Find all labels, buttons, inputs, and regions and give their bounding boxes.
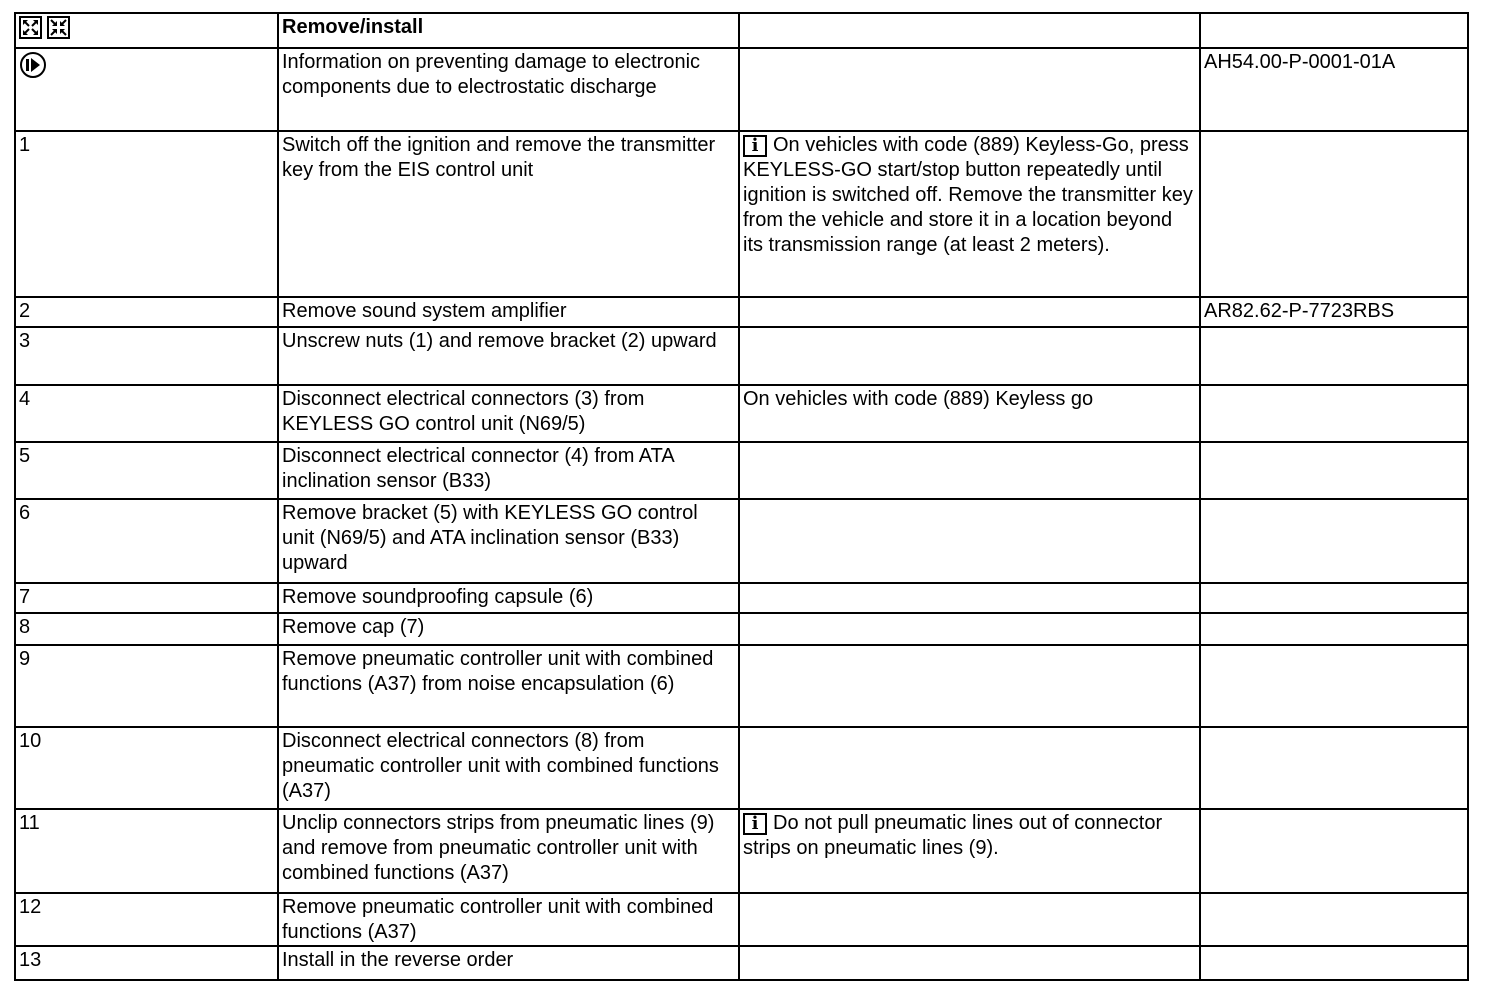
step-row (15, 131, 1468, 297)
step-description: Unscrew nuts (1) and remove bracket (2) upward (278, 327, 739, 385)
step-ref-cell (1200, 385, 1468, 442)
step-ref-cell (1200, 893, 1468, 946)
step-number: 4 (15, 385, 278, 442)
step-number: 8 (15, 613, 278, 645)
step-ref-cell (1200, 613, 1468, 645)
step-ref-cell (1200, 583, 1468, 613)
header-icons-cell (15, 13, 278, 48)
step-note-cell (739, 385, 1200, 442)
step-row (15, 645, 1468, 727)
step-note-cell (739, 613, 1200, 645)
step-note-cell (739, 499, 1200, 583)
step-number: 5 (15, 442, 278, 499)
step-note-cell (739, 297, 1200, 327)
step-reference-link[interactable]: AR82.62-P-7723RBS (1204, 300, 1395, 322)
esd-info-text: Information on preventing damage to electronic components due to electrostatic discharge (278, 48, 739, 131)
step-number: 2 (15, 297, 278, 327)
step-row (15, 946, 1468, 980)
esd-warning-icon (19, 51, 47, 86)
step-row (15, 583, 1468, 613)
step-ref-cell (1200, 131, 1468, 297)
step-description: Install in the reverse order (278, 946, 739, 980)
step-number: 12 (15, 893, 278, 946)
step-description: Switch off the ignition and remove the transmitter key from the EIS control unit (278, 131, 739, 297)
step-note-cell (739, 327, 1200, 385)
header-row (15, 13, 1468, 48)
procedure-title: Remove/install (278, 13, 739, 48)
step-row (15, 297, 1468, 327)
step-note-cell (739, 946, 1200, 980)
step-ref-cell (1200, 645, 1468, 727)
step-number: 11 (15, 809, 278, 893)
step-number: 9 (15, 645, 278, 727)
collapse-arrows-icon[interactable] (47, 16, 70, 39)
step-note: Do not pull pneumatic lines out of connector strips on pneumatic lines (9). (743, 812, 1163, 859)
step-ref-cell (1200, 442, 1468, 499)
esd-reference-link[interactable]: AH54.00-P-0001-01A (1204, 51, 1396, 73)
step-description: Remove pneumatic controller unit with combined functions (A37) from noise encapsulation (6) (278, 645, 739, 727)
step-number: 13 (15, 946, 278, 980)
step-number: 7 (15, 583, 278, 613)
step-note-cell (739, 645, 1200, 727)
header-ref-cell (1200, 13, 1468, 48)
step-description: Remove cap (7) (278, 613, 739, 645)
step-ref-cell (1200, 499, 1468, 583)
step-note-cell (739, 893, 1200, 946)
step-note-cell (739, 809, 1200, 893)
step-ref-cell (1200, 297, 1468, 327)
step-number: 10 (15, 727, 278, 809)
step-description: Disconnect electrical connectors (3) from KEYLESS GO control unit (N69/5) (278, 385, 739, 442)
step-description: Unclip connectors strips from pneumatic lines (9) and remove from pneumatic controller unit with combined functions (A37) (278, 809, 739, 893)
step-description: Disconnect electrical connectors (8) from pneumatic controller unit with combined functions (A37) (278, 727, 739, 809)
esd-note-cell (739, 48, 1200, 131)
step-row (15, 893, 1468, 946)
step-number: 6 (15, 499, 278, 583)
step-note-cell (739, 727, 1200, 809)
step-ref-cell (1200, 946, 1468, 980)
step-description: Remove soundproofing capsule (6) (278, 583, 739, 613)
info-icon: i (743, 813, 767, 835)
step-ref-cell (1200, 727, 1468, 809)
procedure-table (14, 12, 1469, 981)
step-note-cell (739, 583, 1200, 613)
expand-arrows-icon[interactable] (19, 16, 42, 39)
step-row (15, 727, 1468, 809)
step-row (15, 613, 1468, 645)
esd-icon-cell (15, 48, 278, 131)
step-row (15, 327, 1468, 385)
step-note: On vehicles with code (889) Keyless go (743, 388, 1094, 410)
step-description: Remove pneumatic controller unit with combined functions (A37) (278, 893, 739, 946)
step-row (15, 385, 1468, 442)
step-description: Remove bracket (5) with KEYLESS GO control unit (N69/5) and ATA inclination sensor (B33) upward (278, 499, 739, 583)
step-ref-cell (1200, 327, 1468, 385)
step-ref-cell (1200, 809, 1468, 893)
step-row (15, 442, 1468, 499)
step-row (15, 809, 1468, 893)
step-description: Disconnect electrical connector (4) from ATA inclination sensor (B33) (278, 442, 739, 499)
info-icon: i (743, 135, 767, 157)
step-number: 3 (15, 327, 278, 385)
step-note: On vehicles with code (889) Keyless-Go, press KEYLESS-GO start/stop button repeatedly until ignition is switched off. Remove the transmitter key from the vehicle and store it in a location beyond its transmission range (at least 2 meters). (743, 134, 1193, 256)
step-note-cell (739, 131, 1200, 297)
step-row (15, 499, 1468, 583)
header-note-cell (739, 13, 1200, 48)
step-number: 1 (15, 131, 278, 297)
steps-body (15, 131, 1468, 980)
esd-row (15, 48, 1468, 131)
step-description: Remove sound system amplifier (278, 297, 739, 327)
step-note-cell (739, 442, 1200, 499)
